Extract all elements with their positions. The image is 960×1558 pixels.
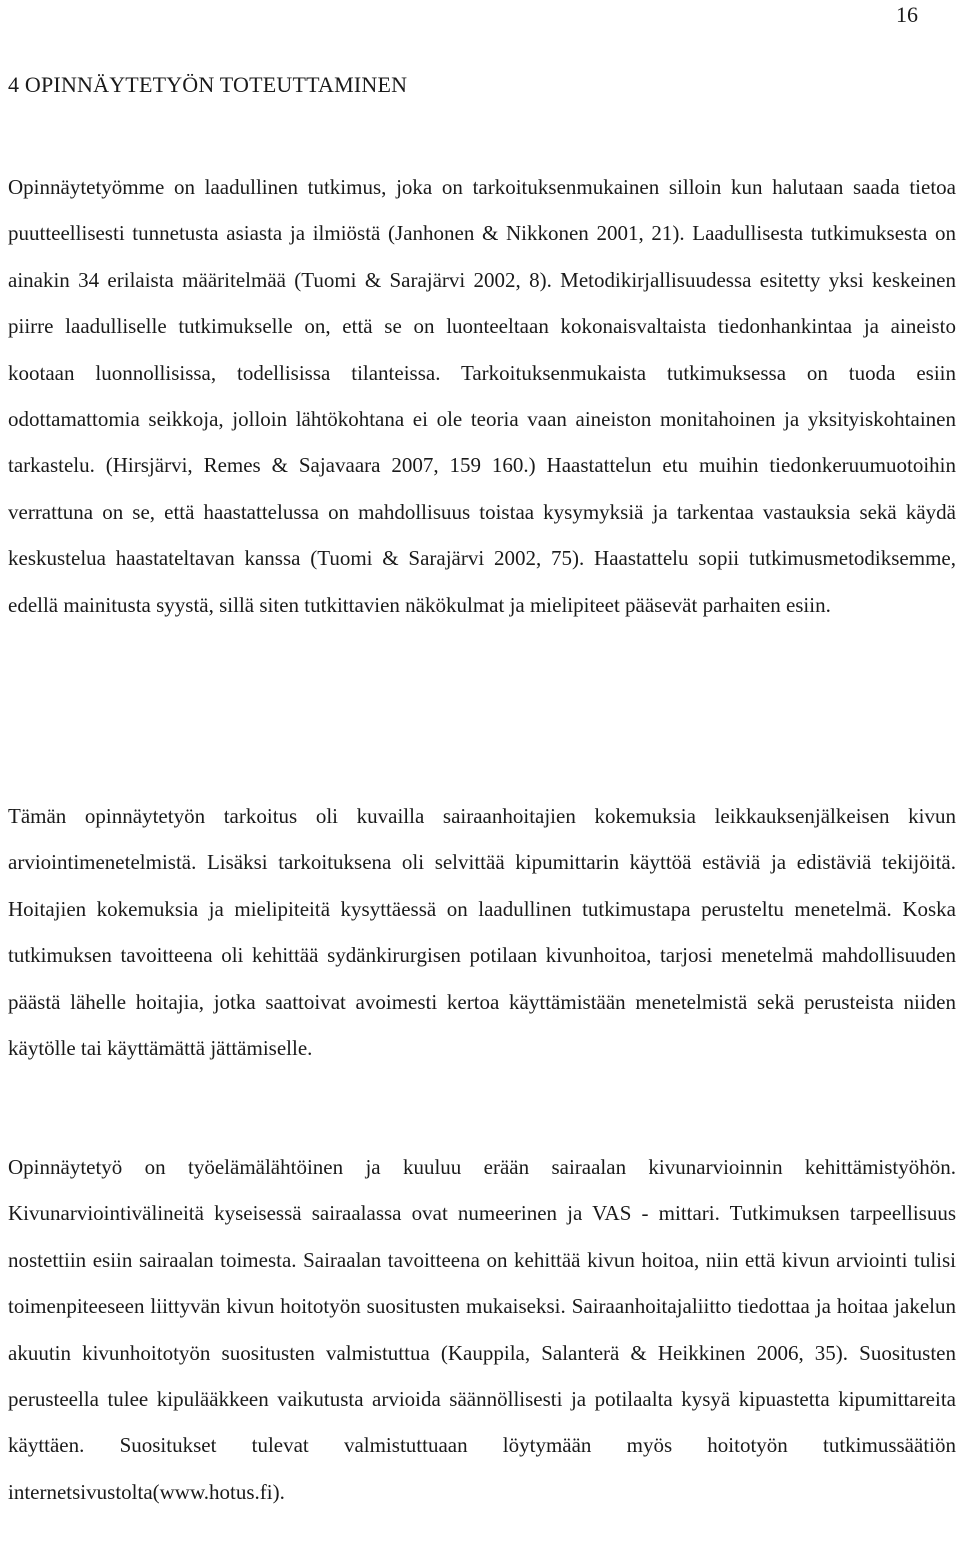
body-paragraph-2: Tämän opinnäytetyön tarkoitus oli kuvailla sairaanhoitajien kokemuksia leikkauksenjälkeisen kivun arviointimenetelmistä. Lisäksi tarkoituksena oli selvittää kipumittarin käyttöä estäviä ja edistäviä tekijöitä. Hoitajien kokemuksia ja mielipiteitä kysyttäessä on laadullinen tutkimustapa perusteltu menetelmä. Koska tutkimuksen tavoitteena oli kehittää sydänkirurgisen potilaan kivunhoitoa, tarjosi menetelmä mahdollisuuden päästä lähelle hoitajia, jotka saattoivat avoimesti kertoa käyttämistään menetelmistä sekä perusteista niiden käytölle tai käyttämättä jättämiselle. [8,804,956,1061]
body-paragraph-1: Opinnäytetyömme on laadullinen tutkimus, joka on tarkoituksenmukainen silloin kun halutaan saada tietoa puutteellisesti tunnetusta asiasta ja ilmiöstä (Janhonen & Nikkonen 2001, 21). Laadullisesta tutkimuksesta on ainakin 34 erilaista määritelmää (Tuomi & Sarajärvi 2002, 8). Metodikirjallisuudessa esitetty yksi keskeinen piirre laadulliselle tutkimukselle on, että se on luonteeltaan kokonaisvaltaista tiedonhankintaa ja aineisto kootaan luonnollisissa, todellisissa tilanteissa. Tarkoituksenmukaista tutkimuksessa on tuoda esiin odottamattomia seikkoja, jolloin lähtökohtana ei ole teoria vaan aineiston monitahoinen ja yksityiskohtainen tarkastelu. (Hirsjärvi, Remes & Sajavaara 2007, 159 160.) Haastattelun etu muihin tiedonkeruumuotoihin verrattuna on se, että haastattelussa on mahdollisuus toistaa kysymyksiä ja tarkentaa vastauksia sekä käydä keskustelua haastateltavan kanssa (Tuomi & Sarajärvi 2002, 75). Haastattelu sopii tutkimusmetodiksemme, edellä mainitusta syystä, sillä siten tutkittavien näkökulmat ja mielipiteet pääsevät parhaiten esiin. [8,175,956,617]
chapter-heading: 4 OPINNÄYTETYÖN TOTEUTTAMINEN [8,72,408,97]
page-number: 16 [896,2,918,27]
body-paragraph-3: Opinnäytetyö on työelämälähtöinen ja kuuluu erään sairaalan kivunarvioinnin kehittämistyöhön. Kivunarviointivälineitä kyseisessä sairaalassa ovat numeerinen ja VAS - mittari. Tutkimuksen tarpeellisuus nostettiin esiin sairaalan toimesta. Sairaalan tavoitteena on kehittää kivun hoitoa, niin että kivun arviointi tulisi toimenpiteeseen liittyvän kivun hoitotyön suositusten mukaiseksi. Sairaanhoitajaliitto tiedottaa ja hoitaa jakelun akuutin kivunhoitotyön suositusten valmistuttua (Kauppila, Salanterä & Heikkinen 2006, 35). Suositusten perusteella tulee kipulääkkeen vaikutusta arvioida säännöllisesti ja potilaalta kysyä kipuastetta kipumittareita käyttäen. Suositukset tulevat valmistuttuaan löytymään myös hoitotyön tutkimussäätiön internetsivustolta(www.hotus.fi). [8,1155,956,1504]
